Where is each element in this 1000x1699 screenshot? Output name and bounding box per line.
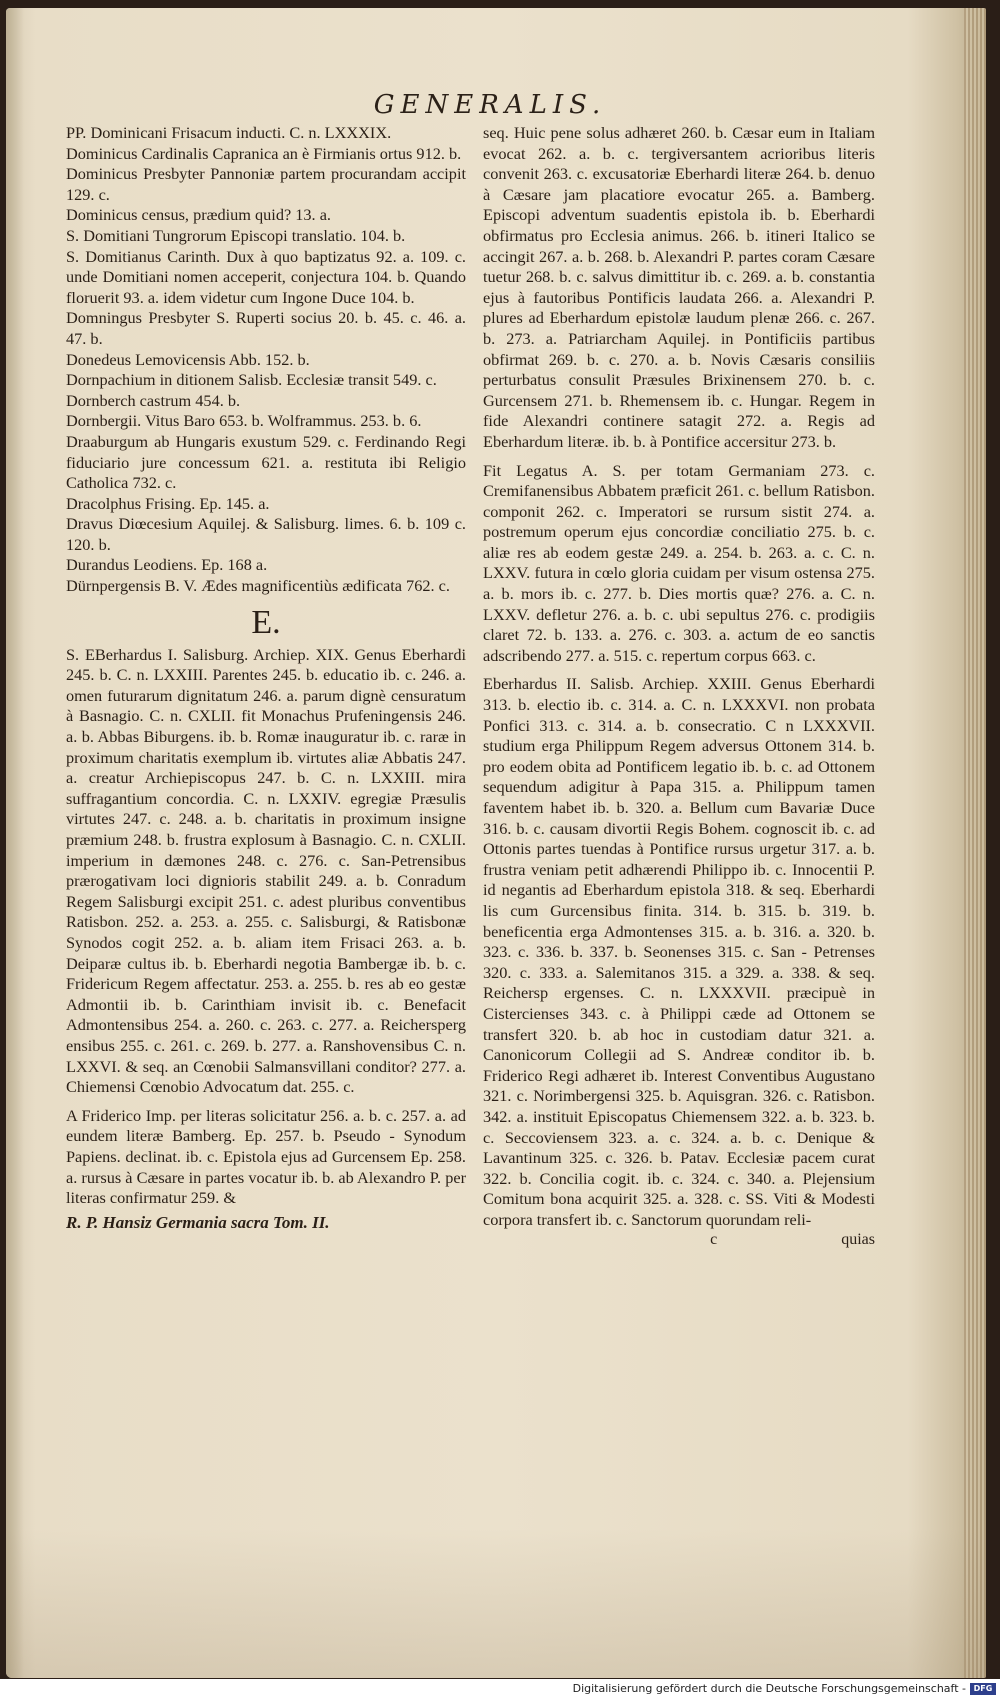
index-entry: Dornpachium in ditionem Salisb. Ecclesiæ transit 549. c.: [66, 370, 437, 390]
index-entry: Dürnpergensis B. V. Ædes magnificentiùs ædificata 762. c.: [66, 576, 450, 596]
index-entry: Donedeus Lemovicensis Abb. 152. b.: [66, 349, 310, 369]
running-head: GENERALIS.: [373, 90, 607, 120]
index-entry: Durandus Leodiens. Ep. 168 a.: [66, 555, 268, 575]
index-entry: Dravus Diœcesium Aquilej. & Salisburg. limes. 6. b. 109 c. 120. b.: [66, 514, 466, 554]
index-entry: Dracolphus Frising. Ep. 145. a.: [66, 493, 270, 513]
index-entry: Dornbergii. Vitus Baro 653. b. Wolframmus. 253. b. 6.: [66, 411, 422, 431]
page-gutter: [6, 8, 24, 1678]
index-entry: S. Domitianus Carinth. Dux à quo baptizatus 92. a. 109. c. unde Domitiani nomen acceperit, conjectura 104. b. Quando floruerit 93. a. idem videtur cum Ingone Duce 104. b.: [66, 246, 466, 307]
page-edges: [964, 8, 986, 1678]
index-entry: Dominicus census, prædium quid? 13. a.: [66, 205, 331, 225]
index-entry: A Friderico Imp. per literas solicitatur 256. a. b. c. 257. a. ad eundem literæ Bamberg. Ep. 257. b. Pseudo - Synodum Papiens. declinat. ib. c. Epistola ejus ad Gurcensem Ep. 258. a. rursus à Cæsare in partes vocatur ib. b. ab Alexandro P. per literas confirmatur 259. &: [66, 1105, 466, 1208]
catchword: quias: [841, 1231, 875, 1249]
left-column: [66, 123, 466, 1233]
catchword-line: [483, 1230, 875, 1251]
index-entry: Domningus Presbyter S. Ruperti socius 20. b. 45. c. 46. a. 47. b.: [66, 308, 466, 348]
dfg-logo: DFG: [970, 1683, 996, 1695]
index-entry: PP. Dominicani Frisacum inducti. C. n. LXXXIX.: [66, 123, 392, 142]
digitization-footer: [0, 1679, 1000, 1699]
signature-mark: c: [710, 1231, 718, 1249]
index-entry: Fit Legatus A. S. per totam Germaniam 273. c. Cremifanensibus Abbatem præficit 261. c. bellum Ratisbon. componit 262. c. Imperatori se rursum sistit 274. a. postremum operum ejus concordiæ conciliatio 275. b. c. aliæ res ab eodem gestæ 249. a. 254. b. 263. a. c. C. n. LXXV. futura in cœlo gloria cuidam per visum ostensa 275. a. b. mors ib. c. 277. b. Dies mortis quæ? 276. a. C. n. LXXV. defletur 276. a. b. c. ubi sepultus 276. c. prodigiis claret 72. b. 133. a. 276. c. 303. a. actum de eo sanctis adscribendo 277. a. 515. c. repertum corpus 663. c.: [483, 460, 875, 665]
signature-line: R. P. Hansiz Germania sacra Tom. II.: [66, 1212, 330, 1232]
right-entries: [483, 123, 875, 1230]
index-entry: Eberhardus II. Salisb. Archiep. XXIII. Genus Eberhardi 313. b. electio ib. c. 314. a. C. n. LXXXVI. non probata Ponfici 313. c. 314. a. b. consecratio. C n LXXXVII. studium erga Philippum Regem adversus Ottonem 314. b. pro eodem obita ad Pontificem legatio ib. b. c. ad Ottonem sequendum adigitur à Papa 315. a. Philippum tamen faventem habet ib. b. 320. a. Bellum cum Bavariæ Duce 316. b. c. causam divortii Regis Bohem. cognoscit ib. c. ad Ottonis partes tuendas à Pontifice rursus urgetur 317. a. b. frustra veniam petit adhærendi Philippo ib. c. Innocentii P. id negantis ad Eberhardum epistola 318. & seq. Eberhardi lis cum Gurcensibus finita. 314. b. 315. b. 319. b. beneficentia erga Admontenses 315. a. b. 316. a. 320. b. 323. c. 336. b. 337. b. Seonenses 315. c. San - Petrenses 320. c. 333. a. Salemitanos 315. a 329. a. 338. & seq. Reichersp ergenses. C. n. LXXXVII. præcipuè in Cistercienses 343. c. à Philippi cæde ad Ottonem se transfert 320. b. ab hoc in custodiam datur 321. a. Canonicorum Collegii ad S. Andreæ conditor ib. b. Friderico Regi adhæret ib. Interest Conventibus Augustano 321. c. Norimbergensi 325. b. Aquisgran. 326. c. Ratisbon. 342. a. instituit Episcopatus Chiemensem 322. a. b. 323. b. c. Seccoviensem 323. a. c. 324. a. b. c. Denique & Lavantinum 325. c. 326. b. Patav. Ecclesiæ pacem curat 322. b. Concilia cogit. ib. c. 324. c. 340. a. Plejensium Comitum bona acquirit 325. a. 328. c. SS. Viti & Modesti corpora transfert ib. c. Sanctorum quorundam reli-: [483, 674, 875, 1229]
left-entries: [66, 123, 466, 597]
index-entry: Dornberch castrum 454. b.: [66, 390, 241, 410]
index-entry: Dominicus Presbyter Pannoniæ partem procurandam accipit 129. c.: [66, 164, 466, 204]
index-entry: Draaburgum ab Hungaris exustum 529. c. Ferdinando Regi fiduciario jure concessum 621. a. restituta ibi Religio Catholica 732. c.: [66, 431, 466, 493]
index-entry: seq. Huic pene solus adhæret 260. b. Cæsar eum in Italiam evocat 262. a. b. c. tergiversantem acrioribus literis convenit 263. c. excusatoriæ Eberhardi literæ 264. b. denuo à Cæsare jam placatiore evocatur 265. a. Bamberg. Episcopi adventum suadentis epistola ib. b. Eberhardi obfirmatus pro Ecclesia animus. 266. b. itineri Italico se accingit 267. a. b. 268. b. Alexandri P. partes coram Cæsare tuetur 268. b. c. salvus dimittitur ib. c. 269. a. b. constantia ejus à fautoribus Pontificis laudata 266. a. Alexandri P. plures ad Eberhardum epistolæ laudum plenæ 266. c. 267. b. 273. a. Patriarcham Aquilej. in Pontificiis partibus obfirmat 269. b. c. 270. a. b. Novis Cæsaris consiliis perturbatus consulit Præsules Brixinensem 270. b. c. Gurcensem 271. b. Rhemensem ib. c. Hungar. Regem in fide Alexandri continere satagit 272. a. Regis ad Eberhardum literæ. ib. b. à Pontifice accersitur 273. b.: [483, 123, 875, 451]
index-entry: S. Domitiani Tungrorum Episcopi translatio. 104. b.: [66, 225, 406, 245]
right-column: [483, 123, 875, 1251]
page-shade: [6, 1528, 986, 1678]
index-entry: S. EBerhardus I. Salisburg. Archiep. XIX. Genus Eberhardi 245. b. C. n. LXXIII. Parentes 245. b. educatio ib. c. 246. a. omen futurarum dignitatum 246. a. parum dignè censuratum à Basnagio. C. n. CXLII. fit Monachus Prufeningensis 246. a. b. Abbas Biburgens. ib. b. Romæ inauguratur ib. c. raræ in proximum charitatis exemplum ib. virtutes aliæ Abbatis 247. a. creatur Archiepiscopus 247. b. C. n. LXXIII. mira suffragantium concordia. C. n. LXXIV. egregiæ Præsulis virtutes 247. c. 248. a. b. charitatis in proximum insigne præmium 248. b. frustra explosum à Basnagio. C. n. CXLII. imperium in dæmones 248. c. 276. c. San-Petrensibus prærogativam loci dignioris stabilit 249. a. b. Conradum Regem Salisburgi excipit 251. c. adest pluribus conventibus Ratisbon. 252. a. 253. a. 255. c. Salisburgi, & Ratisbonæ Synodos cogit 252. a. b. aliam item Frisaci 263. a. b. Deiparæ cultus ib. b. Eberhardi negotia Bambergæ ib. b. c. Fridericum Regem affectatur. 253. a. 255. b. res ab eo gestæ Admontii ib. b. Carinthiam invisit ib. c. Benefacit Admontensibus 254. a. 260. c. 263. c. 277. a. Reichersperg ensibus 255. c. 261. c. 269. b. 277. a. Ranshovensibus C. n. LXXVI. & seq. an Cœnobii Salmansvillani conditor? 277. a. Chiemensi Cœnobio Advocatum dat. 255. c.: [66, 644, 466, 1097]
footer-text: Digitalisierung gefördert durch die Deutsche Forschungsgemeinschaft -: [572, 1682, 966, 1695]
section-letter: E.: [251, 603, 281, 641]
left-entries-e: [66, 645, 466, 1209]
index-entry: Dominicus Cardinalis Capranica an è Firmianis ortus 912. b.: [66, 143, 462, 163]
